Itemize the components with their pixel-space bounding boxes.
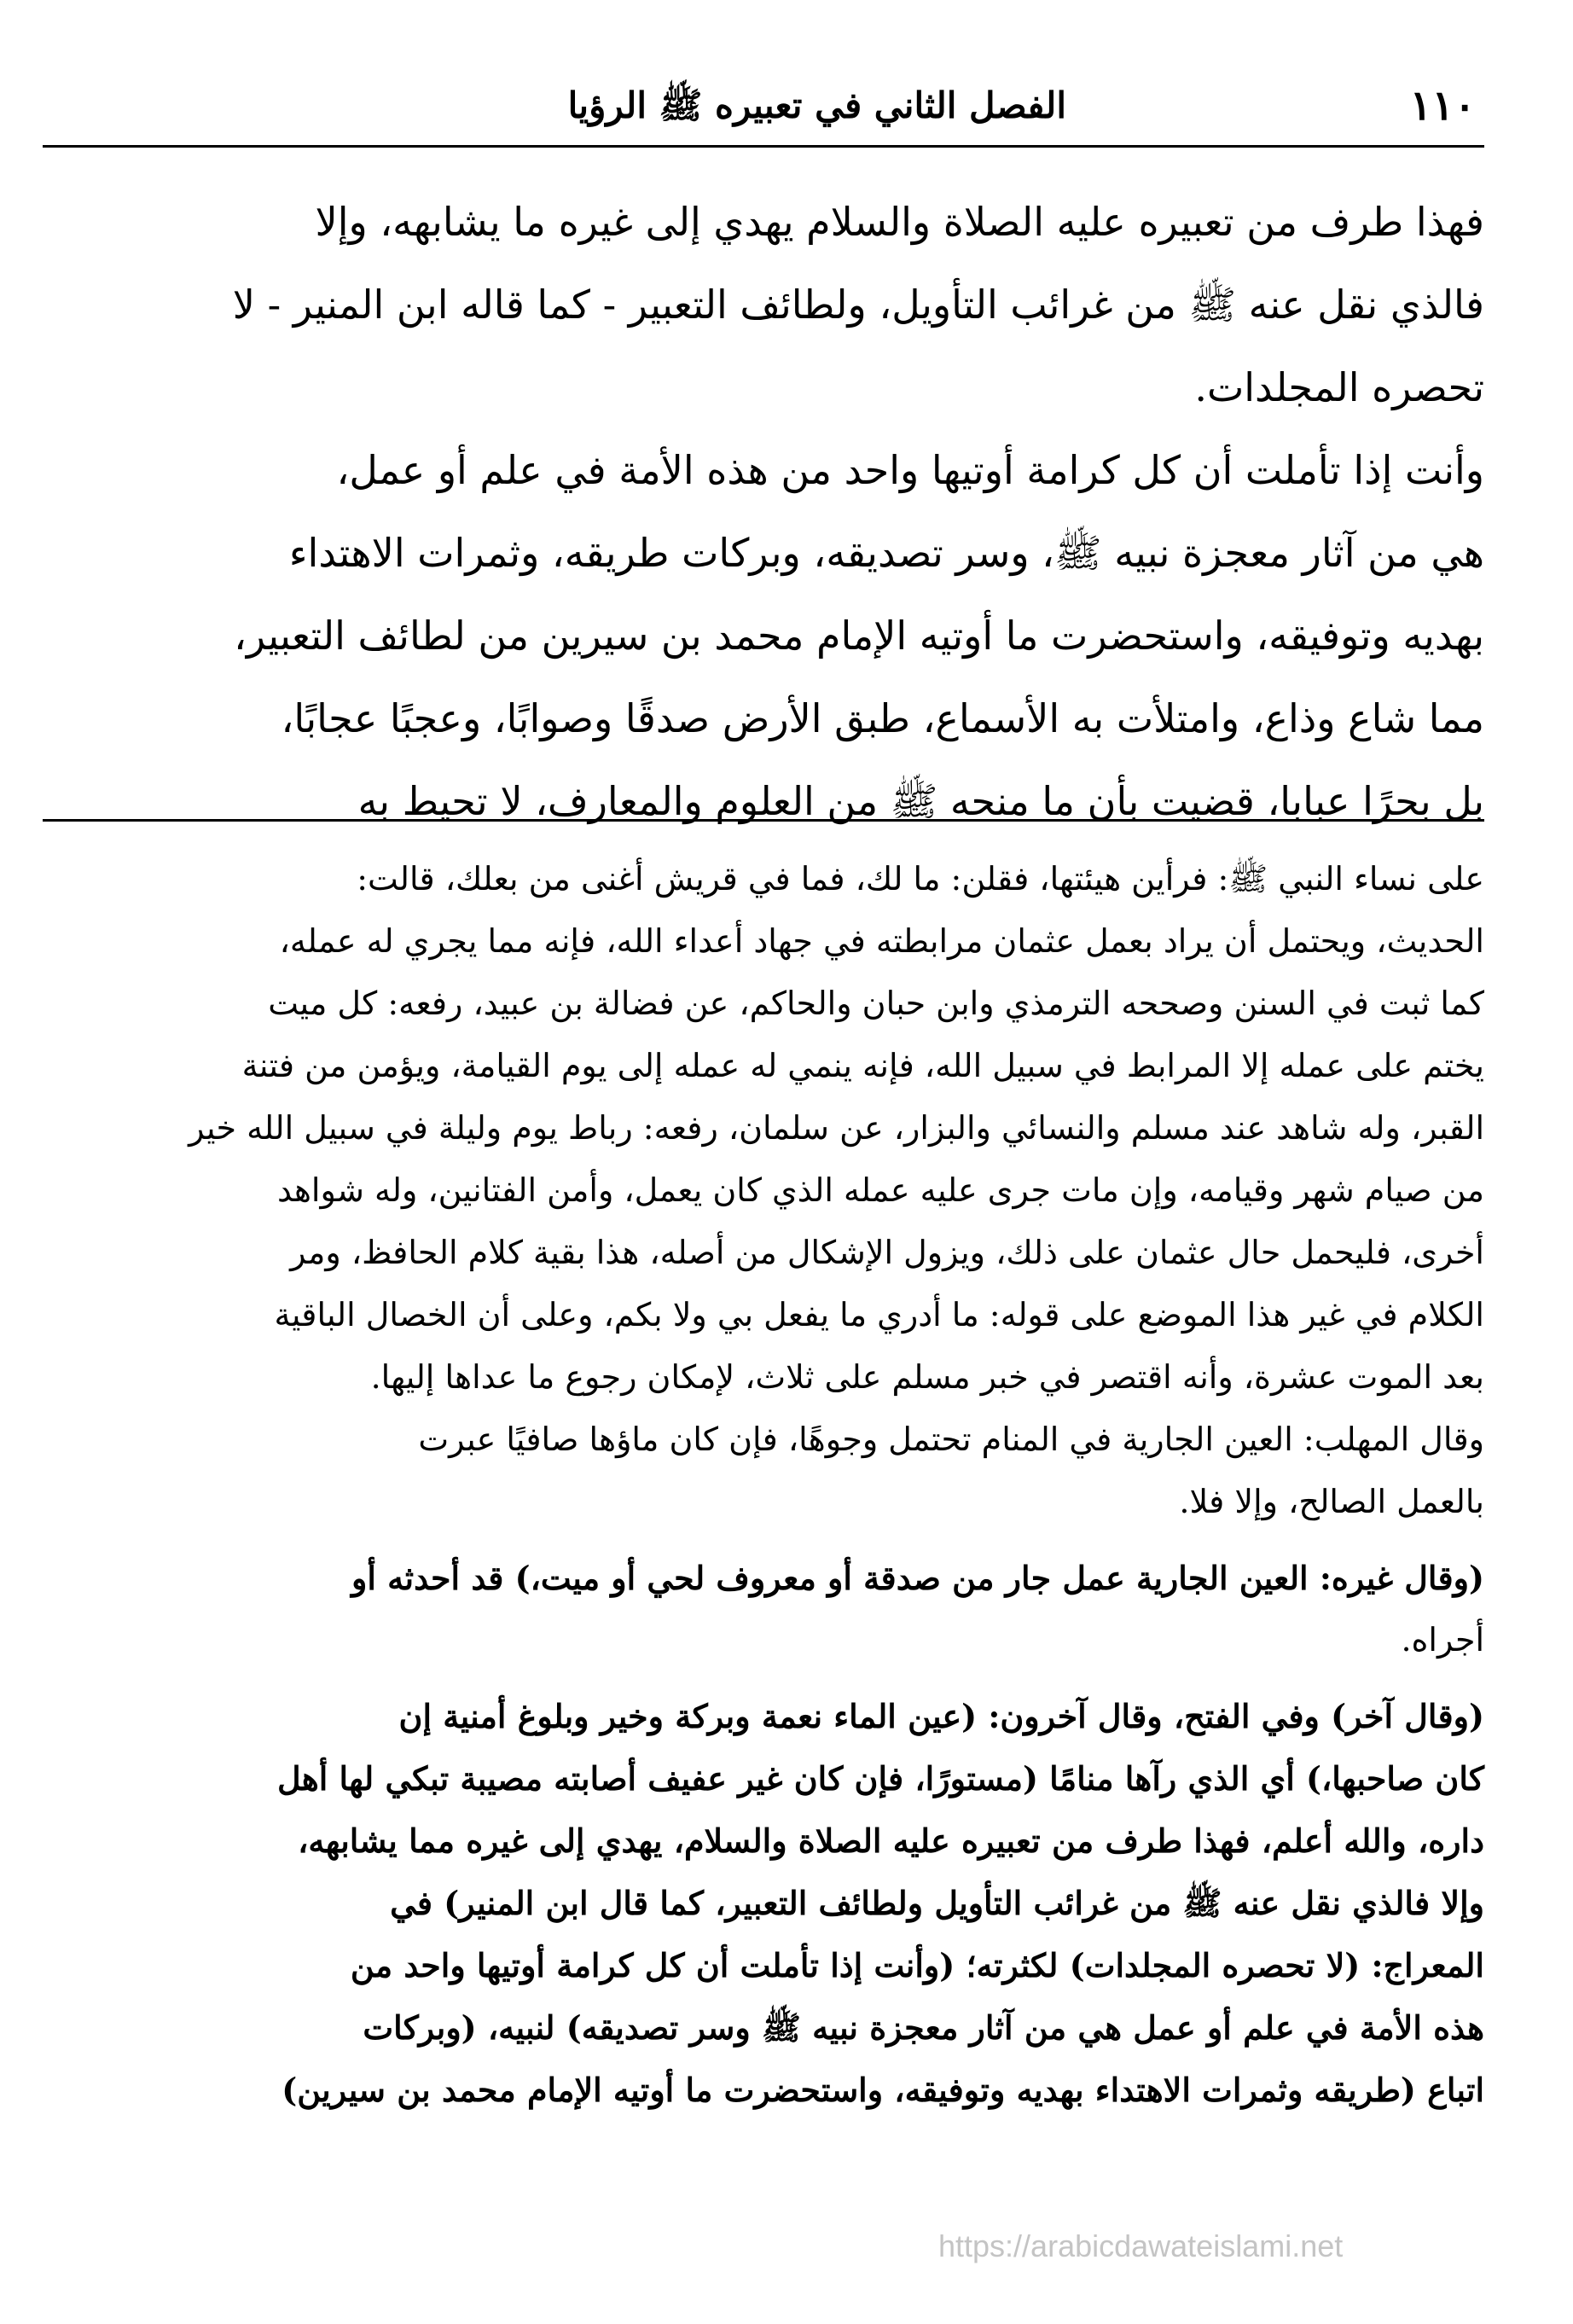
main-text-line: بهديه وتوفيقه، واستحضرت ما أوتيه الإمام محمد بن سيرين من لطائف التعبير،	[234, 613, 1484, 659]
page-number: ١١٠	[1409, 82, 1476, 130]
footnotes	[43, 848, 1484, 2121]
main-text-line: فهذا طرف من تعبيره عليه الصلاة والسلام يهدي إلى غيره ما يشابهه، وإلا	[315, 199, 1484, 245]
header-divider	[43, 145, 1484, 148]
main-text-line: بل بحرًا عبابا، قضيت بأن ما منحه ﷺ من العلوم والمعارف، لا تحيط به	[357, 778, 1484, 824]
footnote-line: على نساء النبي ﷺ: فرأين هيئتها، فقلن: ما لك، فما في قريش أغنى من بعلك، قالت:	[357, 860, 1484, 898]
main-text-line: تحصره المجلدات.	[1194, 364, 1484, 410]
paragraph-gap	[43, 1671, 1484, 1685]
footnote-line: من صيام شهر وقيامه، وإن مات جرى عليه عمله الذي كان يعمل، وأمن الفتانين، وله شواهد	[276, 1171, 1484, 1209]
footnote-line: كان صاحبها،) أي الذي رآها منامًا (مستورًا، فإن كان غير عفيف أصابته مصيبة تبكي لها أهل	[276, 1759, 1484, 1798]
footnote-line: بالعمل الصالح، وإلا فلا.	[1179, 1483, 1484, 1520]
footnote-line: الكلام في غير هذا الموضع على قوله: ما أدري ما يفعل بي ولا بكم، وعلى أن الخصال الباقية	[274, 1296, 1484, 1333]
footnote-line: الحديث، ويحتمل أن يراد بعمل عثمان مرابطته في جهاد أعداء الله، فإنه مما يجري له عمله،	[279, 922, 1484, 960]
footnote-line: هذه الأمة في علم أو عمل هي من آثار معجزة نبيه ﷺ وسر تصديقه) لنبيه، (وبركات	[363, 2008, 1484, 2047]
watermark-url: https://arabicdawateislami.net	[938, 2228, 1344, 2263]
footnote-line: (وقال غيره: العين الجارية عمل جار من صدقة أو معروف لحي أو ميت،) قد أحدثه أو	[351, 1559, 1484, 1597]
main-text	[43, 181, 1484, 843]
footnote-line: داره، والله أعلم، فهذا طرف من تعبيره عليه الصلاة والسلام، يهدي إلى غيره مما يشابهه،	[298, 1821, 1484, 1860]
main-text-line: فالذي نقل عنه ﷺ من غرائب التأويل، ولطائف التعبير - كما قاله ابن المنير - لا	[232, 282, 1484, 328]
chapter-title: الفصل الثاني في تعبيره ﷺ الرؤيا	[567, 84, 1066, 126]
footnote-line: يختم على عمله إلا المرابط في سبيل الله، فإنه ينمي له عمله إلى يوم القيامة، ويؤمن من فتنة	[241, 1047, 1484, 1084]
main-text-line: وأنت إذا تأملت أن كل كرامة أوتيها واحد من هذه الأمة في علم أو عمل،	[336, 447, 1484, 493]
footnote-line: أخرى، فليحمل حال عثمان على ذلك، ويزول الإشكال من أصله، هذا بقية كلام الحافظ، ومر	[290, 1234, 1484, 1271]
footnote-line: وقال المهلب: العين الجارية في المنام تحتمل وجوهًا، فإن كان ماؤها صافيًا عبرت	[418, 1421, 1484, 1458]
page-header	[43, 60, 1476, 137]
footnote-line: وإلا فالذي نقل عنه ﷺ من غرائب التأويل ولطائف التعبير، كما قال ابن المنير) في	[390, 1884, 1484, 1922]
footnote-divider	[43, 819, 1484, 822]
main-text-line: هي من آثار معجزة نبيه ﷺ، وسر تصديقه، وبركات طريقه، وثمرات الاهتداء	[288, 530, 1484, 576]
footnote-line: (وقال آخر) وفي الفتح، وقال آخرون: (عين الماء نعمة وبركة وخير وبلوغ أمنية إن	[398, 1697, 1484, 1735]
footnote-line: القبر، وله شاهد عند مسلم والنسائي والبزار، عن سلمان، رفعه: رباط يوم وليلة في سبيل الله خير	[189, 1109, 1484, 1147]
footnote-line: أجراه.	[1401, 1621, 1484, 1659]
footnote-line: اتباع (طريقه وثمرات الاهتداء بهديه وتوفيقه، واستحضرت ما أوتيه الإمام محمد بن سيرين)	[282, 2071, 1484, 2109]
paragraph-gap	[43, 1533, 1484, 1547]
main-text-line: مما شاع وذاع، وامتلأت به الأسماع، طبق الأرض صدقًا وصوابًا، وعجبًا عجابًا،	[281, 695, 1484, 741]
footnote-line: كما ثبت في السنن وصححه الترمذي وابن حبان والحاكم، عن فضالة بن عبيد، رفعه: كل ميت	[268, 985, 1484, 1022]
footnote-line: المعراج: (لا تحصره المجلدات) لكثرته؛ (وأنت إذا تأملت أن كل كرامة أوتيها واحد من	[350, 1946, 1484, 1984]
footnote-line: بعد الموت عشرة، وأنه اقتصر في خبر مسلم على ثلاث، لإمكان رجوع ما عداها إليها.	[370, 1358, 1484, 1396]
